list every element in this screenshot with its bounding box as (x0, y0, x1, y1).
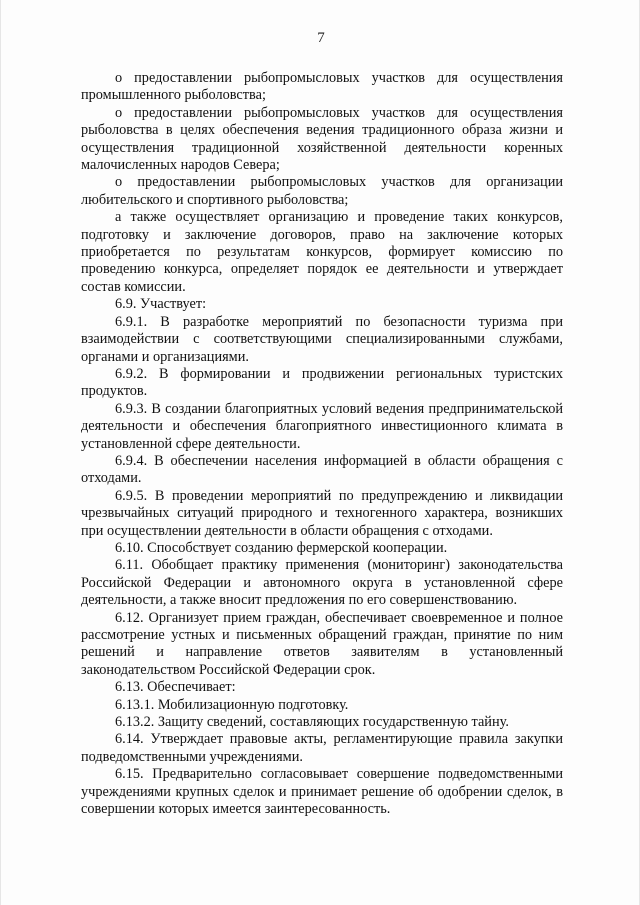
paragraph-fishing-amateur: о предоставлении рыбопромысловых участков для организации любительского и спортивного рыболовства; (81, 174, 563, 208)
paragraph-fishing-industrial: о предоставлении рыбопромысловых участков для осуществления промышленного рыболовства; (81, 70, 563, 104)
paragraph-6-13: 6.13. Обеспечивает: (115, 679, 236, 696)
paragraph-6-9-2: 6.9.2. В формировании и продвижении региональных туристских продуктов. (81, 365, 563, 400)
paragraph-6-10: 6.10. Способствует созданию фермерской кооперации. (115, 539, 448, 556)
paragraph-6-9-3: 6.9.3. В создании благоприятных условий ведения предпринимательской деятельности и обеспечения благоприятного инвестиционного климата в установленной сфере деятельности. (81, 400, 563, 452)
paragraph-6-9-4: 6.9.4. В обеспечении населения информацией в области обращения с отходами. (81, 452, 563, 487)
paragraph-6-13-1: 6.13.1. Мобилизационную подготовку. (115, 696, 349, 713)
paragraph-contest-organization: а также осуществляет организацию и проведение таких конкурсов, подготовку и заключение договоров, право на заключение которых приобретается по результатам конкурсов, формирует комиссию по проведению конкурса, определяет порядок ее деятельности и утверждает состав комиссии. (81, 209, 563, 295)
paragraph-6-9-1: 6.9.1. В разработке мероприятий по безопасности туризма при взаимодействии с соответствующими специализированными службами, органами и организациями. (81, 313, 563, 365)
document-body (81, 70, 563, 818)
paragraph-6-12: 6.12. Организует прием граждан, обеспечивает своевременное и полное рассмотрение устных и письменных обращений граждан, принятие по ним решений и направление ответов заявителям в установленный законодательством Российской Федерации срок. (81, 609, 563, 678)
paragraph-6-13-2: 6.13.2. Защиту сведений, составляющих государственную тайну. (115, 714, 509, 731)
paragraph-6-9: 6.9. Участвует: (115, 296, 207, 313)
paragraph-6-14: 6.14. Утверждает правовые акты, регламентирующие правила закупки подведомственными учреждениями. (81, 731, 563, 765)
paragraph-6-9-5: 6.9.5. В проведении мероприятий по предупреждению и ликвидации чрезвычайных ситуаций природного и техногенного характера, возникших при осуществлении деятельности в области обращения с отходами. (81, 487, 563, 539)
paragraph-fishing-traditional: о предоставлении рыбопромысловых участков для осуществления рыболовства в целях обеспечения ведения традиционного образа жизни и осуществления традиционной хозяйственной деятельности коренных малочисленных народов Севера; (81, 104, 563, 174)
paragraph-6-15: 6.15. Предварительно согласовывает совершение подведомственными учреждениями крупных сделок и принимает решение об одобрении сделок, в совершении которых имеется заинтересованность. (81, 766, 563, 818)
page-number: 7 (317, 30, 325, 46)
paragraph-6-11: 6.11. Обобщает практику применения (мониторинг) законодательства Российской Федерации и автономного округа в установленной сфере деятельности, а также вносит предложения по его совершенствованию. (81, 557, 563, 609)
